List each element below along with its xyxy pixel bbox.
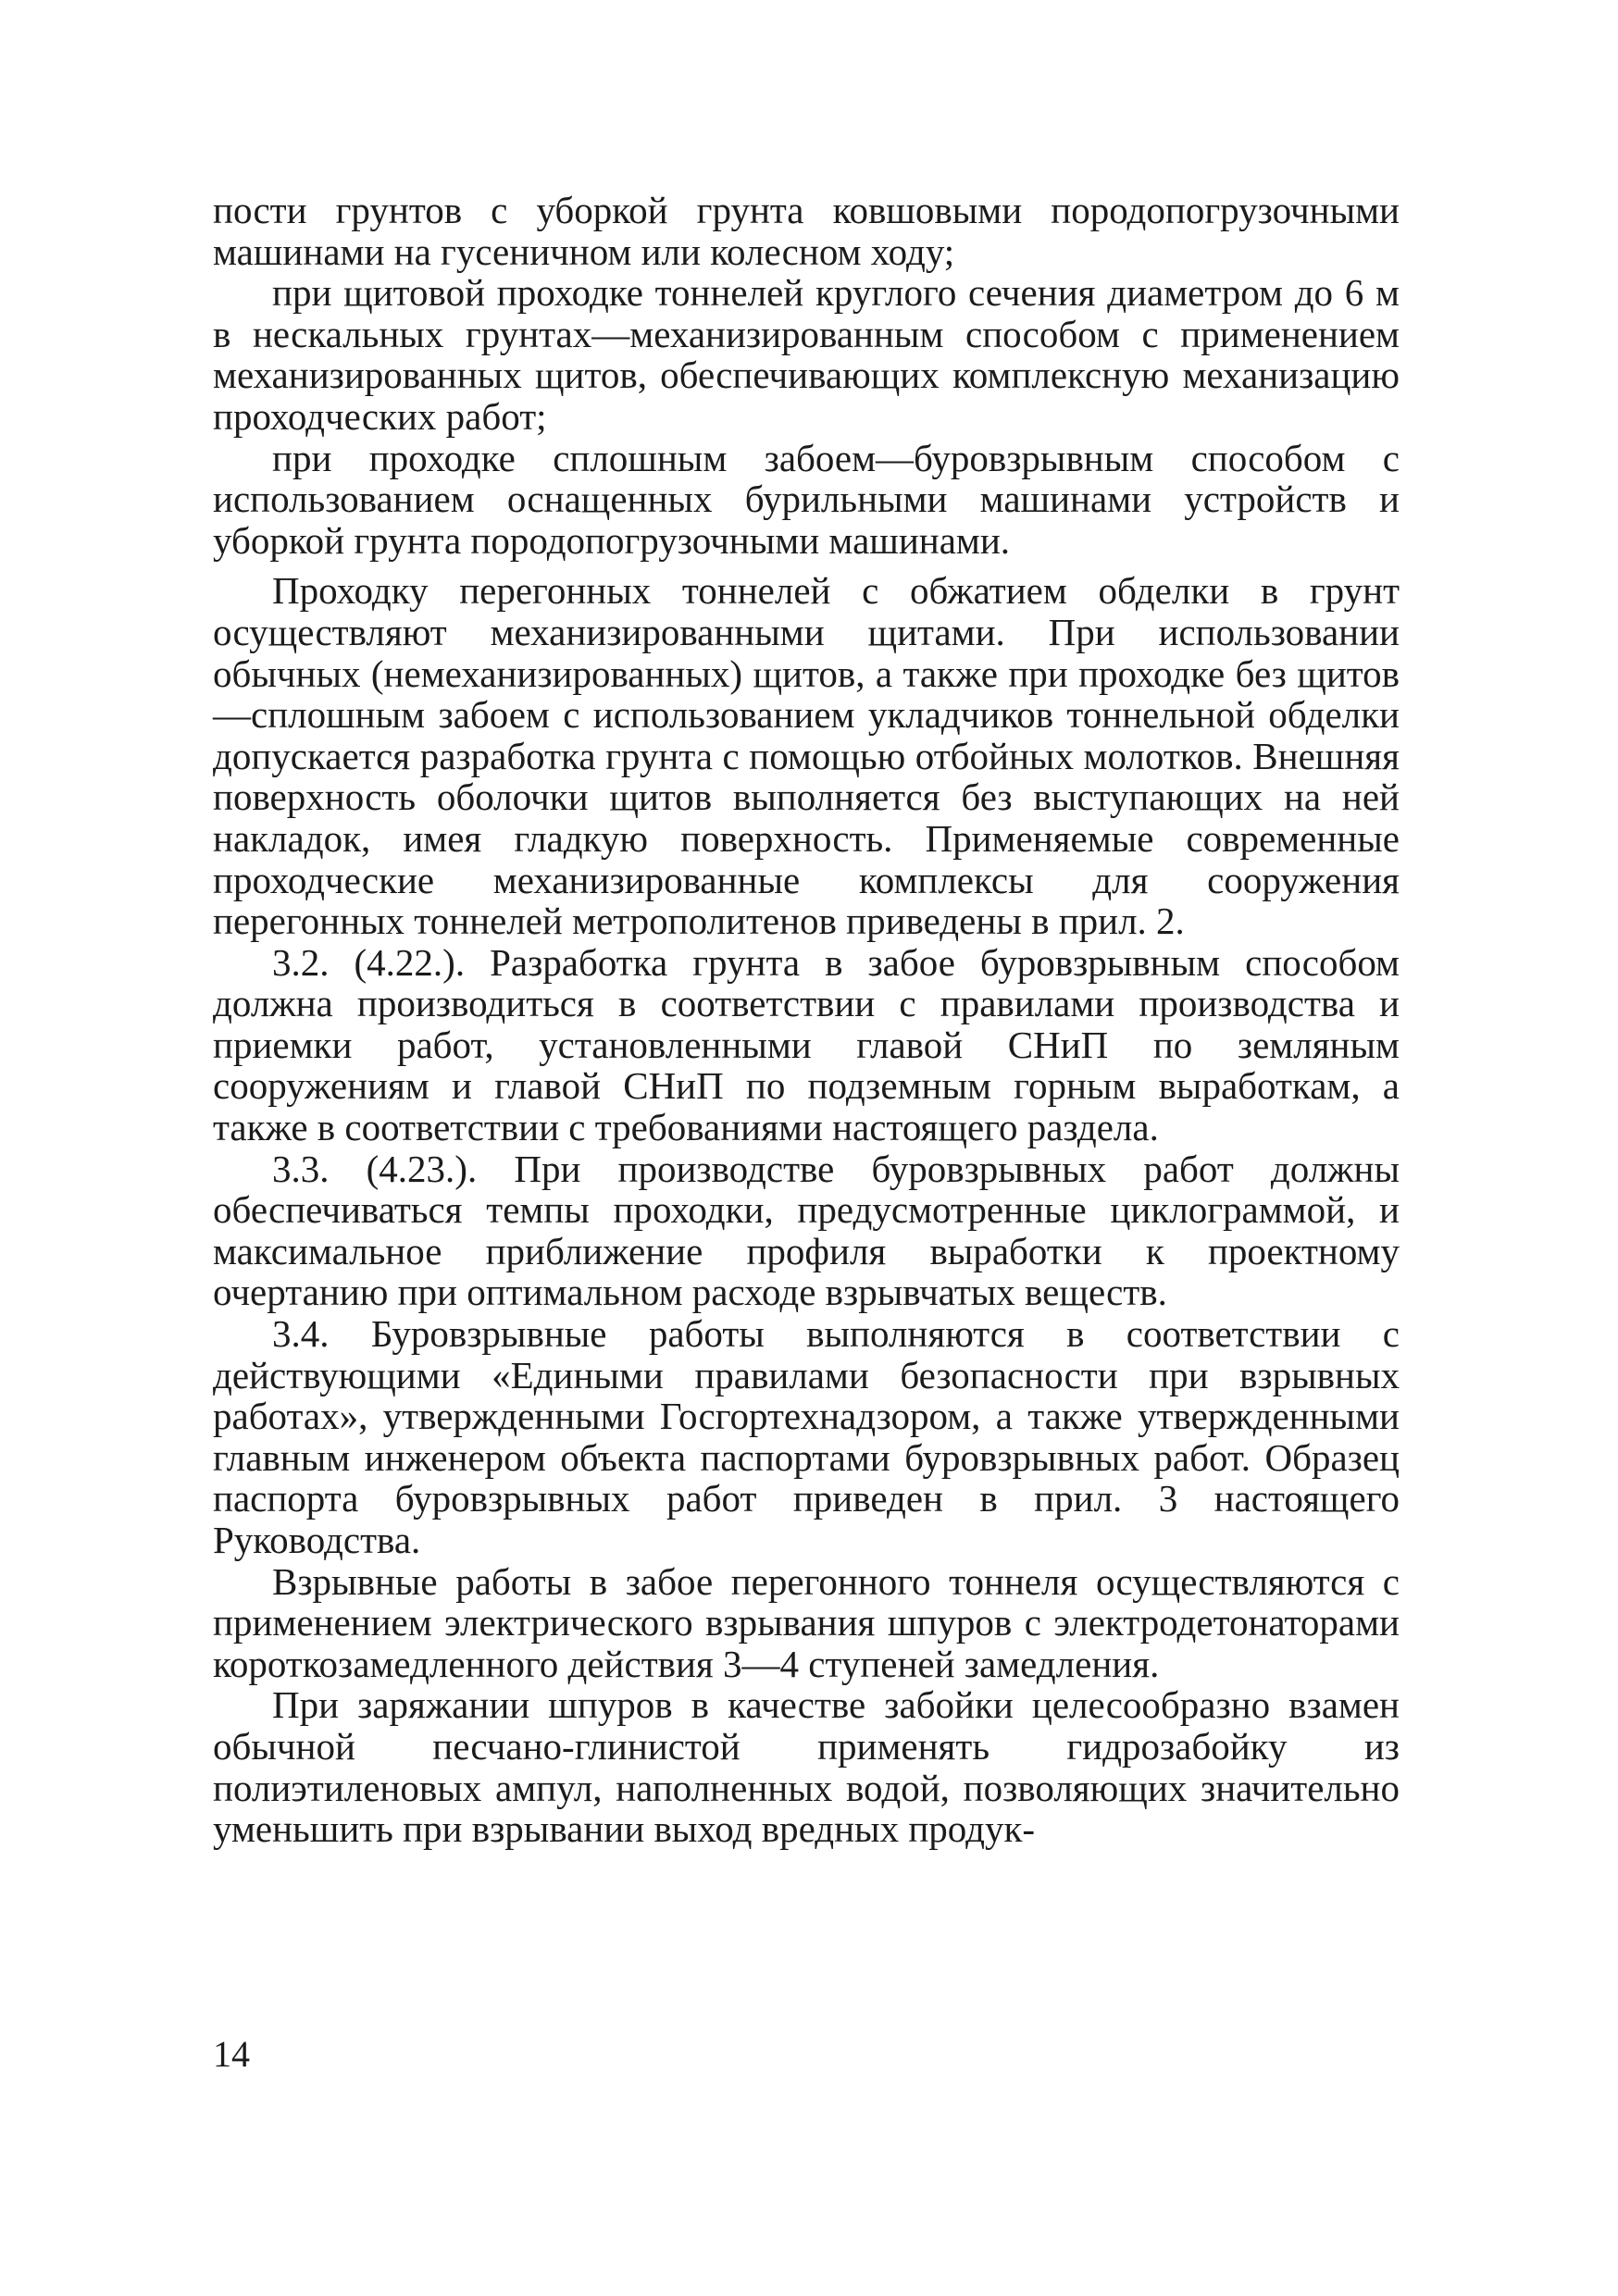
paragraph-2: при щитовой проходке тоннелей круглого сечения диаметром до 6 м в нескальных грунтах—механизированным способом с применением механизированных щитов, обеспечивающих комплексную механизацию проходческих работ;: [213, 271, 1400, 438]
page-body: [213, 190, 1400, 1850]
paragraph-7: 3.4. Буровзрывные работы выполняются в соответствии с действующими «Едиными правилами безопасности при взрывных работах», утвержденными Госгортехнадзором, а также утвержденными главным инженером объекта паспортами буровзрывных работ. Образец паспорта буровзрывных работ приведен в прил. 3 настоящего Руководства.: [213, 1312, 1400, 1561]
paragraph-9: При заряжании шпуров в качестве забойки целесообразно взамен обычной песчано-глинистой применять гидрозабойку из полиэтиленовых ампул, наполненных водой, позволяющих значительно уменьшить при взрывании выход вредных продук-: [213, 1683, 1400, 1851]
paragraph-3: при проходке сплошным забоем—буровзрывным способом с использованием оснащенных бурильными машинами устройств и уборкой грунта породопогрузочными машинами.: [213, 436, 1400, 562]
paragraph-6: 3.3. (4.23.). При производстве буровзрывных работ должны обеспечиваться темпы проходки, предусмотренные циклограммой, и максимальное приближение профиля выработки к проектному очертанию при оптимальном расходе взрывчатых веществ.: [213, 1147, 1400, 1314]
page-number: 14: [213, 2033, 250, 2075]
paragraph-1: пости грунтов с уборкой грунта ковшовыми породопогрузочными машинами на гусеничном или колесном ходу;: [213, 189, 1400, 273]
paragraph-4: Проходку перегонных тоннелей с обжатием обделки в грунт осуществляют механизированными щитами. При использовании обычных (немеханизированных) щитов, а также при проходке без щитов—сплошным забоем с использованием укладчиков тоннельной обделки допускается разработка грунта с помощью отбойных молотков. Внешняя поверхность оболочки щитов выполняется без выступающих на ней накладок, имея гладкую поверхность. Применяемые современные проходческие механизированные комплексы для сооружения перегонных тоннелей метрополитенов приведены в прил. 2.: [213, 569, 1400, 943]
paragraph-8: Взрывные работы в забое перегонного тоннеля осуществляются с применением электрического взрывания шпуров с электродетонаторами короткозамедленного действия 3—4 ступеней замедления.: [213, 1559, 1400, 1685]
paragraph-5: 3.2. (4.22.). Разработка грунта в забое буровзрывным способом должна производиться в соответствии с правилами производства и приемки работ, установленными главой СНиП по земляным сооружениям и главой СНиП по подземным горным выработкам, а также в соответствии с требованиями настоящего раздела.: [213, 940, 1400, 1149]
